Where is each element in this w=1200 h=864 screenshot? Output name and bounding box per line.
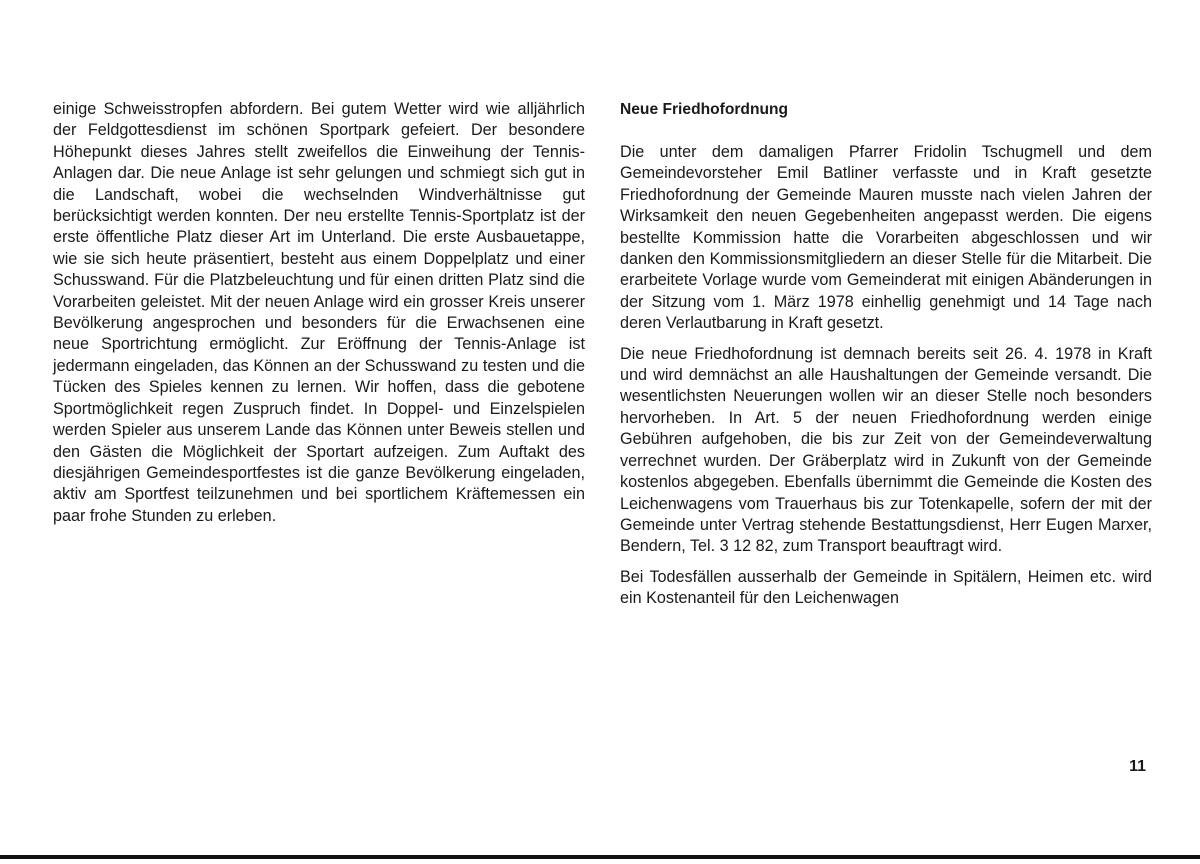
- right-column: [620, 99, 1152, 610]
- page-number: 11: [1129, 758, 1146, 775]
- body-paragraph: Die neue Friedhofordnung ist demnach bereits seit 26. 4. 1978 in Kraft und wird demnächst an alle Haushaltungen der Gemeinde versandt. Die wesentlichsten Neuerungen wollen wir an dieser Stelle noch besonders hervorheben. In Art. 5 der neuen Friedhofordnung werden einige Gebühren aufgehoben, die bis zur Zeit von der Gemeindeverwaltung verrechnet wurden. Der Gräberplatz wird in Zukunft von der Gemeinde kostenlos abgegeben. Ebenfalls übernimmt die Gemeinde die Kosten des Leichenwagens vom Trauerhaus bis zur Totenkapelle, sofern der mit der Gemeinde unter Vertrag stehende Bestattungsdienst, Herr Eugen Marxer, Bendern, Tel. 3 12 82, zum Transport beauftragt wird.: [620, 344, 1152, 556]
- section-heading: Neue Friedhofordnung: [620, 101, 789, 118]
- body-paragraph: Die unter dem damaligen Pfarrer Fridolin Tschugmell und dem Gemeindevorsteher Emil Batliner verfasste und in Kraft gesetzte Friedhofordnung der Gemeinde Mauren musste nach vielen Jahren der Wirksamkeit den neuen Gegebenheiten angepasst werden. Die eigens bestellte Kommission hatte die Vorarbeiten abgeschlossen und wir danken den Kommissionsmitgliedern an dieser Stelle für die Mitarbeit. Die erarbeitete Vorlage wurde vom Gemeinderat mit einigen Abänderungen in der Sitzung vom 1. März 1978 einhellig genehmigt und 14 Tage nach deren Verlautbarung in Kraft gesetzt.: [620, 143, 1152, 333]
- bottom-divider: [0, 855, 1200, 859]
- body-paragraph: einige Schweisstropfen abfordern. Bei gutem Wetter wird wie alljährlich der Feldgottesdienst im schönen Sportpark gefeiert. Der besondere Höhepunkt dieses Jahres stellt zweifellos die Einweihung der Tennis-Anlagen dar. Die neue Anlage ist sehr gelungen und schmiegt sich gut in die Landschaft, wobei die wechselnden Windverhältnisse gut berücksichtigt werden konnten. Der neu erstellte Tennis-Sportplatz ist der erste öffentliche Platz dieser Art im Unterland. Die erste Ausbauetappe, wie sie sich heute präsentiert, besteht aus einem Doppelplatz und einer Schusswand. Für die Platzbeleuchtung und für einen dritten Platz sind die Vorarbeiten geleistet. Mit der neuen Anlage wird ein grosser Kreis unserer Bevölkerung angesprochen und besonders für die Erwachsenen eine neue Sportrichtung ermöglicht. Zur Eröffnung der Tennis-Anlage ist jedermann eingeladen, das Können an der Schusswand zu testen und die Tücken des Spieles kennen zu lernen. Wir hoffen, dass die gebotene Sportmöglichkeit regen Zuspruch findet. In Doppel- und Einzelspielen werden Spieler aus unserem Lande das Können unter Beweis stellen und den Gästen die Möglichkeit der Sportart aufzeigen. Zum Auftakt des diesjährigen Gemeindesportfestes ist die ganze Bevölkerung eingeladen, aktiv am Sportfest teilzunehmen und bei sportlichem Kräftemessen ein paar frohe Stunden zu erleben.: [53, 100, 585, 525]
- left-column: [53, 99, 585, 527]
- body-paragraph: Bei Todesfällen ausserhalb der Gemeinde in Spitälern, Heimen etc. wird ein Kostenanteil für den Leichenwagen: [620, 567, 1152, 608]
